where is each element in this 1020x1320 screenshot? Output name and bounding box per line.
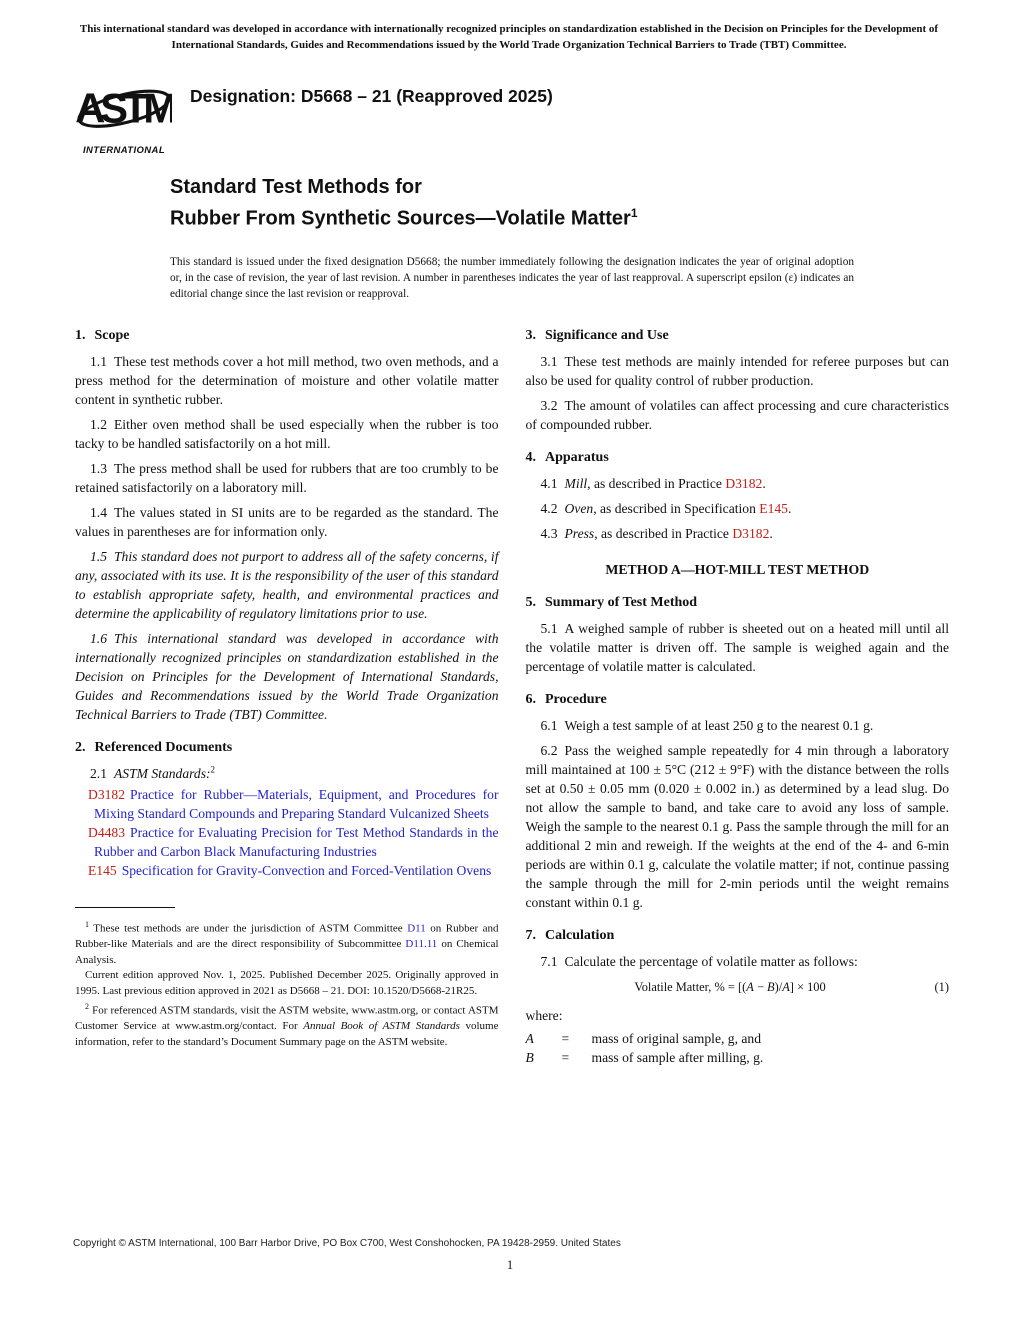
section-heading-summary: 5. Summary of Test Method <box>525 595 698 610</box>
section-heading-scope: 1. Scope <box>75 328 130 343</box>
masthead <box>76 70 553 156</box>
method-a-heading: METHOD A—HOT-MILL TEST METHOD <box>605 562 870 577</box>
body-columns <box>75 322 949 1067</box>
standard-link-d4483[interactable]: D4483 <box>88 825 126 840</box>
para-3-1: 3.1 These test methods are mainly intended for referee purposes but can also be used for quality control of rubber production. <box>525 354 949 388</box>
equation-body: Volatile Matter, % = [(A − B)/A] × 100 <box>634 980 826 994</box>
title-footnote-ref: 1 <box>630 206 638 220</box>
equation-1 <box>526 978 950 997</box>
wto-notice: This international standard was developed in accordance with internationally recognized principles on standardization established in the Decision on Principles for the Development of International Standards, Guides and Recommendations issued by the World Trade Organization Technical Barriers to Trade (TBT) Committee. <box>79 23 939 51</box>
left-column <box>75 322 499 1067</box>
para-6-1: 6.1 Weigh a test sample of at least 250 g to the nearest 0.1 g. <box>540 718 874 733</box>
section-heading-procedure: 6. Procedure <box>525 692 607 707</box>
para-1-4: 1.4 The values stated in SI units are to be regarded as the standard. The values in parentheses are for information only. <box>75 505 499 539</box>
section-heading-calculation: 7. Calculation <box>525 928 615 943</box>
para-3-2: 3.2 The amount of volatiles can affect processing and cure characteristics of compounded rubber. <box>525 398 949 432</box>
standard-link-d3182-apparatus-press[interactable]: D3182 <box>732 526 770 541</box>
para-1-5: 1.5 This standard does not purport to address all of the safety concerns, if any, associated with its use. It is the responsibility of the user of this standard to establish appropriate safety, health, and environmental practices and determine the applicability of regulatory limitations prior to use. <box>75 549 499 621</box>
footnote-2: $^2$ For referenced ASTM standards, visit the ASTM website, www.astm.org, or contact ASTM Customer Service at www.astm.org/contact. For Annual Book of ASTM Standards volume information, refer to the standard’s Document Summary page on the ASTM website. <box>75 1002 499 1048</box>
para-1-3: 1.3 The press method shall be used for rubbers that are too crumbly to be retained satisfactorily on a laboratory mill. <box>75 461 499 495</box>
page-number: 1 <box>506 1258 514 1272</box>
footnote-edition: Current edition approved Nov. 1, 2025. Published December 2025. Originally approved in 1995. Last previous edition approved in 2021 as D5668 – 21. DOI: 10.1520/D5668-21R25. <box>75 969 499 997</box>
para-1-6: 1.6 This international standard was developed in accordance with internationally recognized principles on standardization established in the Decision on Principles for the Development of International Standards, Guides and Recommendations issued by the World Trade Organization Technical Barriers to Trade (TBT) Committee. <box>75 631 499 722</box>
para-1-2: 1.2 Either oven method shall be used especially when the rubber is too tacky to be handled satisfactorily on a hot mill. <box>75 417 499 451</box>
definition-row-b: B = mass of sample after milling, g. <box>525 1050 764 1065</box>
reference-item-d3182 <box>75 785 499 823</box>
title-block <box>170 174 854 313</box>
right-column <box>526 322 950 1067</box>
standard-link-e145-apparatus-oven[interactable]: E145 <box>759 501 788 516</box>
para-4-1: 4.1 Mill, as described in Practice D3182. <box>540 476 766 491</box>
para-1-1: 1.1 These test methods cover a hot mill method, two oven methods, and a press method for the determination of moisture and other volatile matter content in synthetic rubber. <box>75 354 499 407</box>
reference-title-d4483[interactable]: Practice for Evaluating Precision for Test Method Standards in the Rubber and Carbon Black Manufacturing Industries <box>94 825 499 859</box>
footnotes-block <box>75 907 499 1050</box>
doc-title-line2: Rubber From Synthetic Sources—Volatile Matter <box>170 207 631 230</box>
standard-link-e145[interactable]: E145 <box>88 863 117 878</box>
issued-statement: This standard is issued under the fixed designation D5668; the number immediately following the designation indicates the year of original adoption or, in the case of revision, the year of last revision. A number in parentheses indicates the year of last reapproval. A superscript epsilon (ε) indicates an editorial change since the last revision or reapproval. <box>170 255 854 300</box>
para-5-1: 5.1 A weighed sample of rubber is sheeted out on a heated mill until all the volatile matter is driven off. The sample is weighed again and the percentage of volatile matter is calculated. <box>525 621 949 674</box>
committee-link-d11[interactable]: D11 <box>407 922 426 935</box>
definition-row-a: A = mass of original sample, g, and <box>525 1031 762 1046</box>
subcommittee-link-d11-11[interactable]: D11.11 <box>405 938 438 951</box>
para-4-2: 4.2 Oven, as described in Specification E145. <box>540 501 792 516</box>
section-heading-significance: 3. Significance and Use <box>525 328 669 343</box>
doc-title-line1: Standard Test Methods for <box>170 176 422 198</box>
standard-link-d3182[interactable]: D3182 <box>88 787 126 802</box>
where-label: where: <box>525 1008 563 1023</box>
copyright-line: Copyright © ASTM International, 100 Barr Harbor Drive, PO Box C700, West Conshohocken, PA 19428-2959. United States <box>73 1238 621 1249</box>
section-heading-referenced-documents: 2. Referenced Documents <box>75 740 233 755</box>
para-2-1: 2.1 ASTM Standards:$^2$ <box>90 764 216 781</box>
footnote-1: $^1$ These test methods are under the jurisdiction of ASTM Committee D11 on Rubber and Rubber-like Materials and are the direct responsibility of Subcommittee D11.11 on Chemical Analysis. <box>75 920 499 966</box>
reference-item-e145 <box>75 861 499 880</box>
reference-item-d4483 <box>75 823 499 861</box>
equation-number: (1) <box>934 980 949 994</box>
para-4-3: 4.3 Press, as described in Practice D3182. <box>540 526 773 541</box>
footnote-rule <box>75 907 175 908</box>
para-6-2: 6.2 Pass the weighed sample repeatedly for 4 min through a laboratory mill maintained at 100 ± 5°C (212 ± 9°F) with the distance between the rolls set at 0.50 ± 0.05 mm (0.020 ± 0.002 in.) as determined by a lead slug. Do not allow the sample to band, and take care to avoid any loss of sample. Weigh the sample to the nearest 0.1 g. Pass the sample through the mill for an additional 2 min and reweigh. If the weights at the end of the 4- and 6-min periods are within 0.1 g, calculate the volatile matter; if not, continue passing the sample through the mill for 2-min periods until the weight remains constant within 0.1 g. <box>525 743 949 910</box>
standard-link-d3182-apparatus-mill[interactable]: D3182 <box>725 476 763 491</box>
svg-text:ASTM: ASTM <box>76 84 172 132</box>
reference-title-d3182[interactable]: Practice for Rubber—Materials, Equipment, and Procedures for Mixing Standard Compounds and Preparing Standard Vulcanized Sheets <box>94 787 499 821</box>
doc-title <box>170 174 854 232</box>
section-heading-apparatus: 4. Apparatus <box>525 450 609 465</box>
astm-logo-icon <box>76 70 172 144</box>
footnote-ref-2: 2 <box>210 764 216 775</box>
logo-international-label: INTERNATIONAL <box>82 145 166 156</box>
para-7-1: 7.1 Calculate the percentage of volatile matter as follows: <box>540 954 858 969</box>
astm-logo <box>76 70 172 156</box>
designation-line: Designation: D5668 – 21 (Reapproved 2025) <box>190 86 553 106</box>
reference-title-e145[interactable]: Specification for Gravity-Convection and Forced-Ventilation Ovens <box>121 863 492 878</box>
